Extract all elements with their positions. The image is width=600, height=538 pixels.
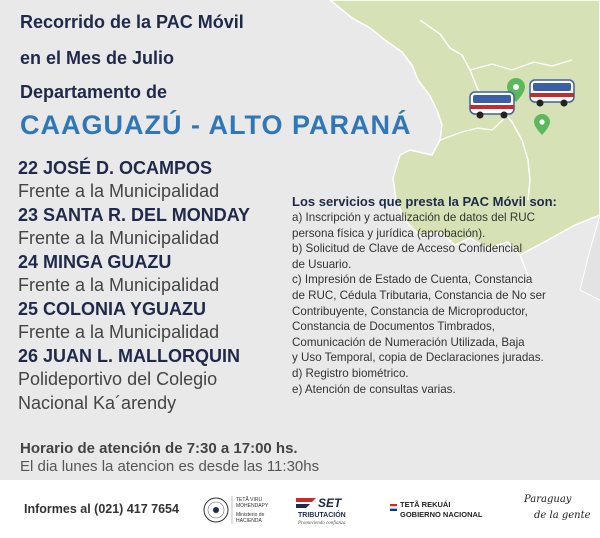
mh-line-2: MOHENDAPY [236, 503, 269, 509]
ministerio-hacienda-logo [202, 492, 282, 528]
py-line-2: de la gente [534, 510, 591, 521]
stop-item [18, 204, 280, 250]
gn-line-1: TETÃ REKUÁI [400, 500, 451, 509]
hours-main: Horario de atención de 7:30 a 17:00 hs. [20, 440, 298, 457]
py-line-1: Paraguay [524, 494, 572, 505]
stop-item [18, 251, 280, 297]
stop-item [18, 345, 280, 415]
gobierno-nacional-logo [388, 498, 488, 524]
opening-hours [20, 440, 319, 476]
phone-info: Informes al (021) 417 7654 [24, 502, 179, 516]
stop-place: Frente a la Municipalidad [18, 181, 220, 201]
stop-head: 23 SANTA R. DEL MONDAY [18, 205, 251, 225]
bus-icon [530, 80, 574, 107]
stop-item [18, 298, 280, 344]
services-title: Los servicios que presta la PAC Móvil son: [292, 194, 557, 209]
region-title: CAAGUAZÚ - ALTO PARANÁ [20, 110, 412, 140]
stop-head: 22 JOSÉ D. OCAMPOS [18, 158, 213, 178]
stop-place: Frente a la Municipalidad [18, 275, 220, 295]
stops-list [18, 157, 280, 416]
set-tagline: Promoviendo confianza [298, 521, 346, 526]
title-line-3: Departamento de [20, 82, 168, 102]
mh-line-1: TETÃ VIRU [236, 497, 263, 503]
title-line-2: en el Mes de Julio [20, 48, 175, 68]
services-list: a) Inscripción y actualización de datos del RUC persona física y jurídica (aprobación). b) Solicitud de Clave de Acceso Confidencial de Usuario. c) Impresión de Estado de Cuenta, Constancia de RUC, Cédula Tributaria, Constancia de No ser Contribuyente, Constancia de Microproductor, Constancia de Documentos Timbrados, Comunicación de Numeración Utilizada, Baja y Uso Temporal, copia de Declaraciones juradas. d) Registro biométrico. e) Atención de consultas varias. [292, 211, 546, 396]
stop-place: Polideportivo del Colegio Nacional Ka´arendy [18, 369, 218, 413]
stop-head: 26 JUAN L. MALLORQUIN [18, 346, 241, 366]
stop-head: 25 COLONIA YGUAZU [18, 299, 207, 319]
mh-line-4: HACIENDA [236, 518, 262, 524]
hours-note: El dia lunes la atencion es desde las 11:30hs [20, 458, 320, 475]
mh-line-3: Ministerio de [236, 512, 265, 518]
set-name: SET [318, 496, 342, 510]
gn-line-2: GOBIERNO NACIONAL [400, 510, 483, 519]
stop-head: 24 MINGA GUAZU [18, 252, 172, 272]
set-subtitle: TRIBUTACIÓN [298, 512, 346, 519]
stop-place: Frente a la Municipalidad [18, 228, 220, 248]
stop-place: Frente a la Municipalidad [18, 322, 220, 342]
footer [0, 480, 600, 538]
services-panel [292, 193, 588, 397]
title-line-1: Recorrido de la PAC Móvil [20, 12, 244, 32]
set-tributacion-logo [290, 492, 362, 528]
bus-icon [470, 92, 514, 119]
paraguay-flag-icon [390, 504, 397, 511]
paraguay-de-la-gente-logo [520, 490, 596, 530]
stop-item [18, 157, 280, 203]
